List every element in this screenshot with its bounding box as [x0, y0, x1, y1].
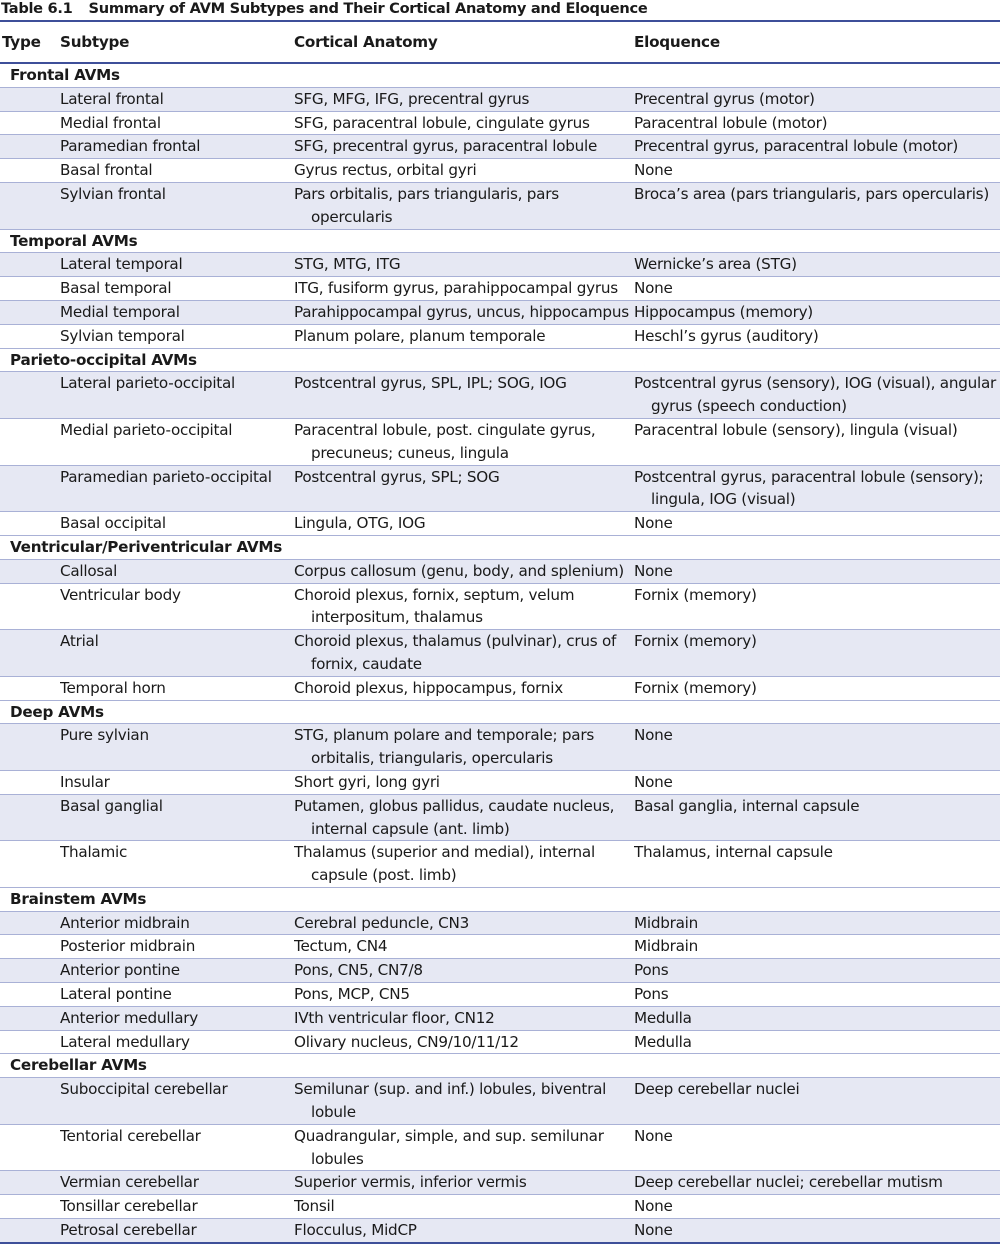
subtype-cell-text: Pure sylvian [60, 726, 149, 745]
group-row [0, 1054, 1000, 1078]
cortical-anatomy-cell [294, 418, 634, 465]
eloquence-cell-text: Hippocampus (memory) [634, 302, 813, 321]
cortical-anatomy-cell [294, 253, 634, 277]
table-row [0, 1124, 1000, 1171]
table-caption [0, 0, 1000, 22]
cortical-anatomy-cell-text: Thalamus (superior and medial), internal capsule (post. limb) [294, 843, 595, 885]
type-cell [0, 911, 60, 935]
eloquence-cell [634, 1219, 1000, 1243]
cortical-anatomy-cell-text: SFG, MFG, IFG, precentral gyrus [294, 89, 530, 108]
type-cell [0, 111, 60, 135]
type-cell [0, 324, 60, 348]
cortical-anatomy-cell-text: Pons, MCP, CN5 [294, 985, 410, 1004]
header-row [0, 22, 1000, 63]
cortical-anatomy-cell-text: Planum polare, planum temporale [294, 326, 546, 345]
subtype-cell-text: Basal temporal [60, 279, 172, 298]
eloquence-cell-text: Midbrain [634, 913, 699, 932]
eloquence-cell [634, 676, 1000, 700]
cortical-anatomy-cell [294, 87, 634, 111]
subtype-cell-text: Lateral temporal [60, 255, 183, 274]
type-cell [0, 1078, 60, 1125]
type-cell [0, 935, 60, 959]
eloquence-cell [634, 182, 1000, 229]
eloquence-cell [634, 512, 1000, 536]
cortical-anatomy-cell-text: Olivary nucleus, CN9/10/11/12 [294, 1032, 519, 1051]
table-row [0, 253, 1000, 277]
subtype-cell [60, 465, 294, 512]
cortical-anatomy-cell-text: Semilunar (sup. and inf.) lobules, biventral lobule [294, 1080, 607, 1122]
subtype-cell [60, 512, 294, 536]
eloquence-cell-text: Basal ganglia, internal capsule [634, 796, 860, 815]
eloquence-cell [634, 959, 1000, 983]
table-row [0, 959, 1000, 983]
eloquence-cell-text: None [634, 514, 673, 533]
eloquence-cell [634, 418, 1000, 465]
subtype-cell [60, 935, 294, 959]
table-title: Summary of AVM Subtypes and Their Cortical Anatomy and Eloquence [88, 0, 648, 17]
eloquence-cell-text: Thalamus, internal capsule [634, 843, 833, 862]
eloquence-cell [634, 277, 1000, 301]
subtype-cell [60, 676, 294, 700]
cortical-anatomy-cell-text: Choroid plexus, hippocampus, fornix [294, 678, 563, 697]
eloquence-cell [634, 372, 1000, 419]
table-row [0, 324, 1000, 348]
subtype-cell [60, 1124, 294, 1171]
table-row [0, 583, 1000, 630]
table-row [0, 159, 1000, 183]
subtype-cell [60, 1219, 294, 1243]
table-label: Table 6.1 [1, 0, 73, 17]
subtype-cell-text: Petrosal cerebellar [60, 1221, 197, 1240]
type-cell [0, 1124, 60, 1171]
table-row [0, 372, 1000, 419]
group-row [0, 887, 1000, 911]
cortical-anatomy-cell-text: STG, planum polare and temporale; pars orbitalis, triangularis, opercularis [294, 726, 595, 768]
subtype-cell-text: Basal ganglial [60, 796, 163, 815]
cortical-anatomy-cell [294, 935, 634, 959]
subtype-cell [60, 372, 294, 419]
group-row [0, 348, 1000, 372]
eloquence-cell-text: None [634, 1197, 673, 1216]
cortical-anatomy-cell-text: Gyrus rectus, orbital gyri [294, 161, 477, 180]
cortical-anatomy-cell-text: STG, MTG, ITG [294, 255, 401, 274]
table-row [0, 300, 1000, 324]
cortical-anatomy-cell-text: Lingula, OTG, IOG [294, 514, 426, 533]
eloquence-cell-text: None [634, 1221, 673, 1240]
cortical-anatomy-cell [294, 1078, 634, 1125]
cortical-anatomy-cell [294, 111, 634, 135]
table-row [0, 841, 1000, 888]
table-row [0, 512, 1000, 536]
subtype-cell [60, 794, 294, 841]
subtype-cell-text: Anterior pontine [60, 961, 180, 980]
eloquence-cell [634, 1078, 1000, 1125]
eloquence-cell [634, 583, 1000, 630]
table-row [0, 911, 1000, 935]
subtype-cell [60, 324, 294, 348]
type-cell [0, 253, 60, 277]
type-cell [0, 983, 60, 1007]
subtype-cell [60, 300, 294, 324]
type-cell [0, 135, 60, 159]
subtype-cell-text: Atrial [60, 632, 99, 651]
cortical-anatomy-cell-text: Postcentral gyrus, SPL, IPL; SOG, IOG [294, 374, 567, 393]
eloquence-cell-text: Paracentral lobule (motor) [634, 113, 828, 132]
cortical-anatomy-cell-text: SFG, precentral gyrus, paracentral lobule [294, 137, 598, 156]
eloquence-cell [634, 794, 1000, 841]
subtype-cell-text: Tentorial cerebellar [60, 1126, 201, 1145]
eloquence-cell-text: Medulla [634, 1008, 692, 1027]
cortical-anatomy-cell-text: Corpus callosum (genu, body, and splenium) [294, 561, 624, 580]
table-row [0, 1219, 1000, 1243]
subtype-cell [60, 1006, 294, 1030]
subtype-cell-text: Insular [60, 772, 110, 791]
cortical-anatomy-cell-text: IVth ventricular floor, CN12 [294, 1008, 495, 1027]
eloquence-cell-text: Postcentral gyrus (sensory), IOG (visual), angular gyrus (speech conduction) [634, 374, 996, 416]
group-name: Temporal AVMs [0, 229, 1000, 253]
cortical-anatomy-cell [294, 1006, 634, 1030]
type-cell [0, 1030, 60, 1054]
subtype-cell [60, 1030, 294, 1054]
subtype-cell [60, 253, 294, 277]
type-cell [0, 1195, 60, 1219]
type-cell [0, 1219, 60, 1243]
subtype-cell [60, 959, 294, 983]
table-row [0, 182, 1000, 229]
eloquence-cell [634, 1030, 1000, 1054]
subtype-cell [60, 1195, 294, 1219]
eloquence-cell-text: Broca’s area (pars triangularis, pars opercularis) [634, 184, 989, 203]
type-cell [0, 583, 60, 630]
eloquence-cell [634, 159, 1000, 183]
header-subtype: Subtype [60, 22, 294, 63]
cortical-anatomy-cell [294, 182, 634, 229]
eloquence-cell [634, 724, 1000, 771]
eloquence-cell-text: Fornix (memory) [634, 632, 757, 651]
subtype-cell [60, 724, 294, 771]
type-cell [0, 1171, 60, 1195]
avm-subtypes-table [0, 22, 1000, 1244]
group-name: Deep AVMs [0, 700, 1000, 724]
type-cell [0, 372, 60, 419]
subtype-cell-text: Vermian cerebellar [60, 1173, 199, 1192]
cortical-anatomy-cell-text: Pars orbitalis, pars triangularis, pars opercularis [294, 184, 559, 226]
cortical-anatomy-cell [294, 794, 634, 841]
subtype-cell [60, 182, 294, 229]
subtype-cell [60, 87, 294, 111]
eloquence-cell-text: None [634, 161, 673, 180]
subtype-cell-text: Temporal horn [60, 678, 166, 697]
eloquence-cell [634, 935, 1000, 959]
subtype-cell-text: Sylvian frontal [60, 184, 166, 203]
cortical-anatomy-cell [294, 676, 634, 700]
eloquence-cell [634, 135, 1000, 159]
cortical-anatomy-cell-text: Superior vermis, inferior vermis [294, 1173, 527, 1192]
eloquence-cell-text: Precentral gyrus, paracentral lobule (motor) [634, 137, 959, 156]
cortical-anatomy-cell-text: Paracentral lobule, post. cingulate gyrus, precuneus; cuneus, lingula [294, 420, 596, 462]
cortical-anatomy-cell [294, 1030, 634, 1054]
cortical-anatomy-cell [294, 1219, 634, 1243]
header-cortical-anatomy: Cortical Anatomy [294, 22, 634, 63]
subtype-cell [60, 559, 294, 583]
eloquence-cell-text: Deep cerebellar nuclei [634, 1080, 800, 1099]
cortical-anatomy-cell-text: Tectum, CN4 [294, 937, 388, 956]
cortical-anatomy-cell [294, 1195, 634, 1219]
subtype-cell-text: Ventricular body [60, 585, 181, 604]
eloquence-cell [634, 253, 1000, 277]
cortical-anatomy-cell-text: Flocculus, MidCP [294, 1221, 417, 1240]
cortical-anatomy-cell [294, 583, 634, 630]
type-cell [0, 794, 60, 841]
eloquence-cell-text: Fornix (memory) [634, 585, 757, 604]
cortical-anatomy-cell [294, 135, 634, 159]
subtype-cell [60, 770, 294, 794]
subtype-cell-text: Lateral frontal [60, 89, 164, 108]
subtype-cell-text: Anterior medullary [60, 1008, 199, 1027]
type-cell [0, 182, 60, 229]
table-row [0, 87, 1000, 111]
subtype-cell-text: Anterior midbrain [60, 913, 190, 932]
table-row [0, 724, 1000, 771]
subtype-cell [60, 135, 294, 159]
table-row [0, 1030, 1000, 1054]
eloquence-cell-text: Heschl’s gyrus (auditory) [634, 326, 819, 345]
cortical-anatomy-cell [294, 512, 634, 536]
subtype-cell-text: Basal occipital [60, 514, 166, 533]
cortical-anatomy-cell [294, 1171, 634, 1195]
type-cell [0, 277, 60, 301]
eloquence-cell-text: Postcentral gyrus, paracentral lobule (sensory); lingula, IOG (visual) [634, 467, 984, 509]
type-cell [0, 418, 60, 465]
cortical-anatomy-cell [294, 841, 634, 888]
subtype-cell [60, 111, 294, 135]
subtype-cell [60, 1171, 294, 1195]
table-row [0, 770, 1000, 794]
table-row [0, 1195, 1000, 1219]
cortical-anatomy-cell-text: SFG, paracentral lobule, cingulate gyrus [294, 113, 590, 132]
table-row [0, 1006, 1000, 1030]
cortical-anatomy-cell [294, 559, 634, 583]
type-cell [0, 676, 60, 700]
cortical-anatomy-cell-text: Short gyri, long gyri [294, 772, 440, 791]
cortical-anatomy-cell-text: Choroid plexus, thalamus (pulvinar), crus of fornix, caudate [294, 632, 617, 673]
eloquence-cell-text: None [634, 279, 673, 298]
eloquence-cell-text: None [634, 772, 673, 791]
eloquence-cell [634, 465, 1000, 512]
subtype-cell-text: Basal frontal [60, 161, 153, 180]
type-cell [0, 300, 60, 324]
subtype-cell [60, 583, 294, 630]
table-row [0, 1078, 1000, 1125]
subtype-cell-text: Medial parieto-occipital [60, 420, 233, 439]
group-row [0, 535, 1000, 559]
cortical-anatomy-cell [294, 277, 634, 301]
table-row [0, 277, 1000, 301]
cortical-anatomy-cell [294, 465, 634, 512]
cortical-anatomy-cell-text: Parahippocampal gyrus, uncus, hippocampus [294, 302, 629, 321]
cortical-anatomy-cell [294, 983, 634, 1007]
table-row [0, 935, 1000, 959]
eloquence-cell [634, 911, 1000, 935]
group-row [0, 700, 1000, 724]
eloquence-cell [634, 1124, 1000, 1171]
subtype-cell-text: Lateral medullary [60, 1032, 190, 1051]
eloquence-cell [634, 324, 1000, 348]
cortical-anatomy-cell-text: Cerebral peduncle, CN3 [294, 913, 470, 932]
header-eloquence: Eloquence [634, 22, 1000, 63]
cortical-anatomy-cell [294, 300, 634, 324]
cortical-anatomy-cell [294, 770, 634, 794]
group-name: Parieto-occipital AVMs [0, 348, 1000, 372]
type-cell [0, 559, 60, 583]
subtype-cell [60, 418, 294, 465]
eloquence-cell [634, 983, 1000, 1007]
cortical-anatomy-cell [294, 372, 634, 419]
group-name: Ventricular/Periventricular AVMs [0, 535, 1000, 559]
eloquence-cell-text: Fornix (memory) [634, 678, 757, 697]
cortical-anatomy-cell-text: Postcentral gyrus, SPL; SOG [294, 467, 500, 486]
eloquence-cell-text: Paracentral lobule (sensory), lingula (visual) [634, 420, 958, 439]
cortical-anatomy-cell [294, 724, 634, 771]
eloquence-cell-text: None [634, 561, 673, 580]
eloquence-cell-text: Medulla [634, 1032, 692, 1051]
subtype-cell [60, 911, 294, 935]
subtype-cell-text: Tonsillar cerebellar [60, 1197, 198, 1216]
cortical-anatomy-cell-text: Tonsil [294, 1197, 335, 1216]
cortical-anatomy-cell-text: Pons, CN5, CN7/8 [294, 961, 423, 980]
eloquence-cell-text: Pons [634, 985, 669, 1004]
subtype-cell-text: Lateral parieto-occipital [60, 374, 236, 393]
subtype-cell-text: Thalamic [60, 843, 128, 862]
cortical-anatomy-cell [294, 959, 634, 983]
subtype-cell-text: Suboccipital cerebellar [60, 1080, 228, 1099]
table-row [0, 559, 1000, 583]
eloquence-cell-text: None [634, 726, 673, 745]
subtype-cell [60, 983, 294, 1007]
table-row [0, 465, 1000, 512]
cortical-anatomy-cell-text: Quadrangular, simple, and sup. semilunar lobules [294, 1126, 604, 1168]
subtype-cell [60, 1078, 294, 1125]
table-row [0, 676, 1000, 700]
type-cell [0, 87, 60, 111]
cortical-anatomy-cell [294, 324, 634, 348]
table-row [0, 794, 1000, 841]
type-cell [0, 724, 60, 771]
eloquence-cell-text: Pons [634, 961, 669, 980]
subtype-cell-text: Callosal [60, 561, 118, 580]
cortical-anatomy-cell [294, 1124, 634, 1171]
type-cell [0, 841, 60, 888]
subtype-cell [60, 841, 294, 888]
table-row [0, 135, 1000, 159]
subtype-cell-text: Medial temporal [60, 302, 180, 321]
eloquence-cell-text: None [634, 1126, 673, 1145]
cortical-anatomy-cell-text: ITG, fusiform gyrus, parahippocampal gyrus [294, 279, 618, 298]
subtype-cell-text: Paramedian frontal [60, 137, 201, 156]
eloquence-cell [634, 841, 1000, 888]
eloquence-cell [634, 87, 1000, 111]
eloquence-cell [634, 1006, 1000, 1030]
subtype-cell [60, 630, 294, 677]
eloquence-cell-text: Precentral gyrus (motor) [634, 89, 815, 108]
table-row [0, 1171, 1000, 1195]
header-type: Type [0, 22, 60, 63]
cortical-anatomy-cell-text: Choroid plexus, fornix, septum, velum interpositum, thalamus [294, 585, 575, 627]
type-cell [0, 159, 60, 183]
type-cell [0, 770, 60, 794]
type-cell [0, 465, 60, 512]
eloquence-cell [634, 770, 1000, 794]
subtype-cell-text: Medial frontal [60, 113, 161, 132]
eloquence-cell-text: Midbrain [634, 937, 699, 956]
subtype-cell-text: Paramedian parieto-occipital [60, 467, 272, 486]
eloquence-cell [634, 630, 1000, 677]
group-name: Cerebellar AVMs [0, 1054, 1000, 1078]
table-row [0, 983, 1000, 1007]
eloquence-cell [634, 300, 1000, 324]
table-row [0, 630, 1000, 677]
eloquence-cell-text: Deep cerebellar nuclei; cerebellar mutism [634, 1173, 943, 1192]
table-row [0, 111, 1000, 135]
table-row [0, 418, 1000, 465]
cortical-anatomy-cell [294, 159, 634, 183]
group-row [0, 63, 1000, 87]
cortical-anatomy-cell [294, 630, 634, 677]
type-cell [0, 512, 60, 536]
group-name: Frontal AVMs [0, 63, 1000, 87]
eloquence-cell [634, 1171, 1000, 1195]
eloquence-cell [634, 111, 1000, 135]
eloquence-cell [634, 559, 1000, 583]
cortical-anatomy-cell-text: Putamen, globus pallidus, caudate nucleus, internal capsule (ant. limb) [294, 796, 615, 838]
eloquence-cell-text: Wernicke’s area (STG) [634, 255, 797, 274]
type-cell [0, 1006, 60, 1030]
subtype-cell-text: Posterior midbrain [60, 937, 196, 956]
group-row [0, 229, 1000, 253]
subtype-cell-text: Lateral pontine [60, 985, 172, 1004]
subtype-cell [60, 277, 294, 301]
type-cell [0, 959, 60, 983]
cortical-anatomy-cell [294, 911, 634, 935]
subtype-cell-text: Sylvian temporal [60, 326, 185, 345]
type-cell [0, 630, 60, 677]
group-name: Brainstem AVMs [0, 887, 1000, 911]
subtype-cell [60, 159, 294, 183]
eloquence-cell [634, 1195, 1000, 1219]
